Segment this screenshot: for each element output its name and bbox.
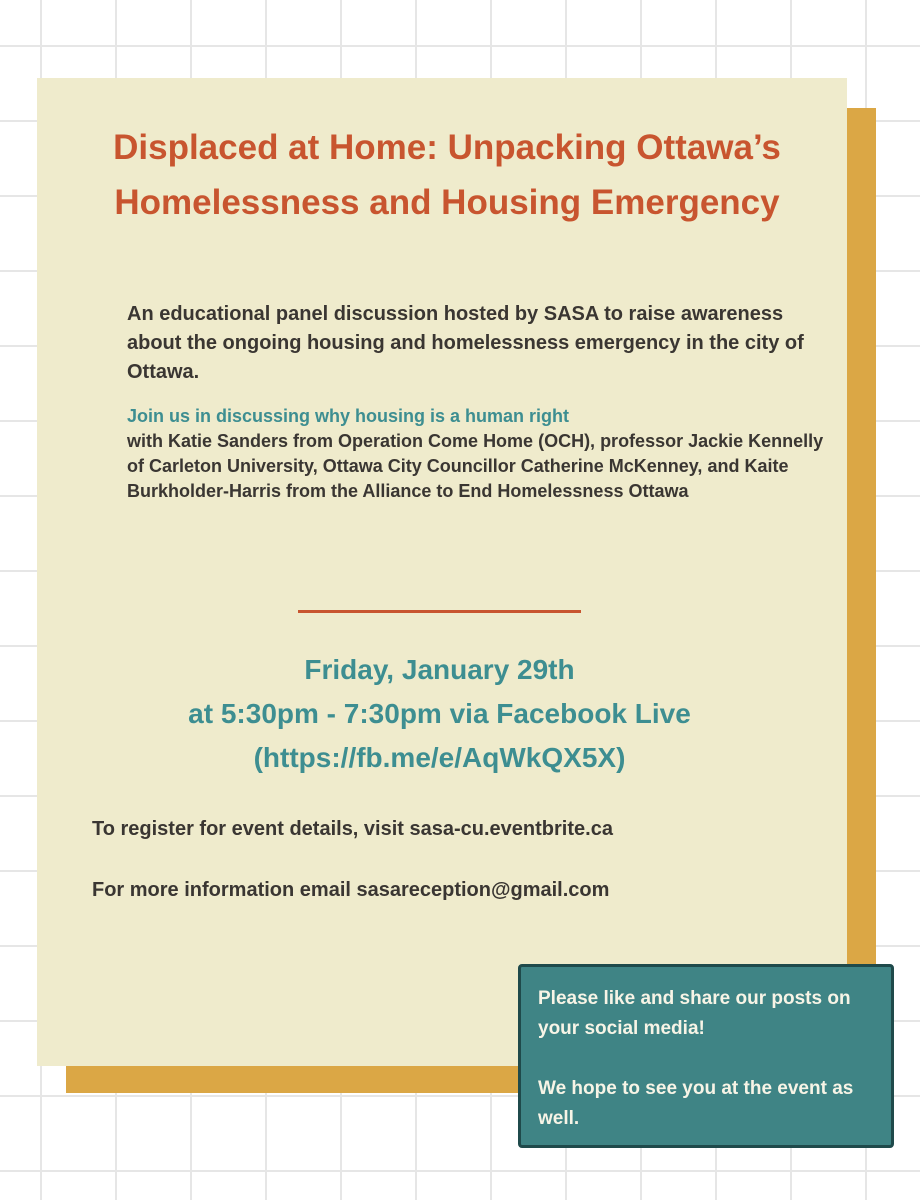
- intro-text: An educational panel discussion hosted by SASA to raise awareness about the ongoing housing and homelessness emergency in the city of Ottawa.: [127, 303, 804, 383]
- event-link[interactable]: (https://fb.me/e/AqWkQX5X): [253, 742, 626, 773]
- panelists-text: with Katie Sanders from Operation Come Home (OCH), professor Jackie Kennelly of Carleton University, Ottawa City Councillor Catherine McKenney, and Kaite Burkholder-Harris from the Alliance to End Homelessness Ottawa: [127, 431, 824, 501]
- event-time: at 5:30pm - 7:30pm via Facebook Live: [188, 698, 691, 729]
- event-date: Friday, January 29th: [304, 654, 575, 685]
- email-info: For more information email sasareception@gmail.com: [92, 879, 610, 901]
- register-info: To register for event details, visit sasa-cu.eventbrite.ca: [92, 818, 613, 840]
- share-text: Please like and share our posts on your social media!: [538, 988, 851, 1039]
- share-callout: [518, 964, 894, 1148]
- divider: [298, 610, 581, 613]
- panel-description: [127, 404, 837, 504]
- event-details: [77, 648, 802, 780]
- poster-title: Displaced at Home: Unpacking Ottawa’s Homelessness and Housing Emergency: [113, 128, 781, 222]
- highlight-text: Join us in discussing why housing is a human right: [127, 406, 570, 426]
- hope-text: We hope to see you at the event as well.: [538, 1078, 854, 1129]
- poster-card: [37, 78, 847, 1066]
